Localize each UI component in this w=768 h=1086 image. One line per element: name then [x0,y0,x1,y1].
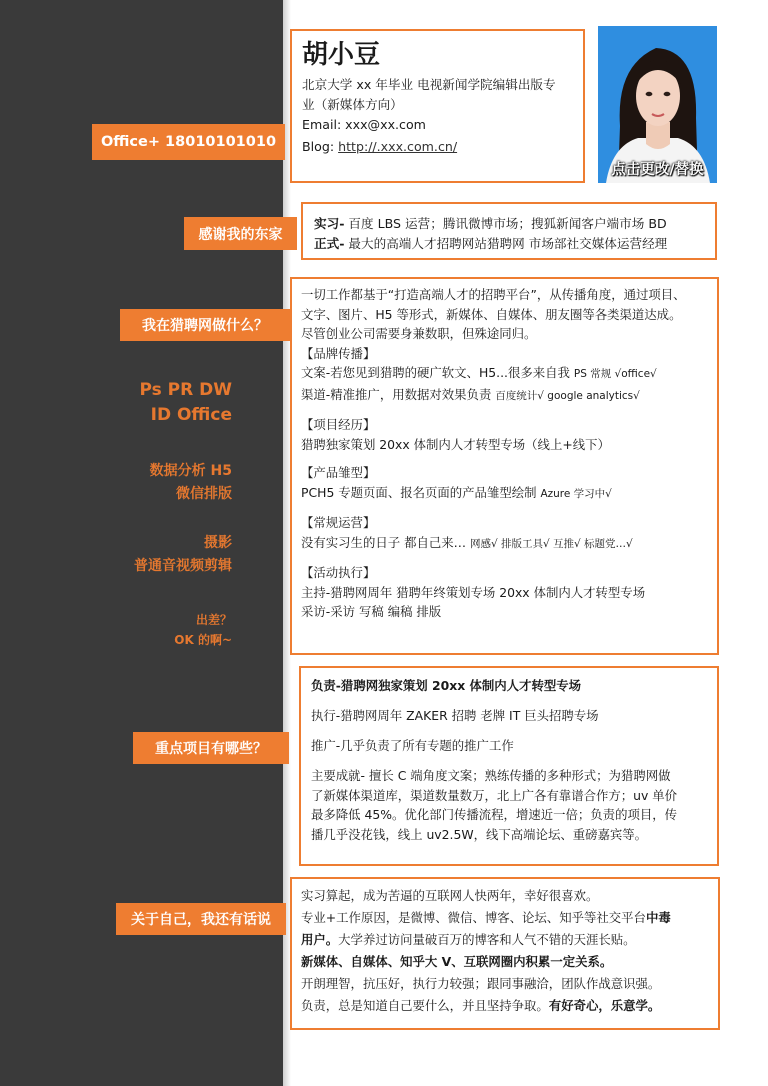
project-heading: 【项目经历】 [301,417,376,432]
projects-box [299,666,719,866]
achievement-line-3: 最多降低 45%。优化部门传播流程，增速近一倍；负责的项目，传 [311,807,678,822]
employers-tag: 感谢我的东家 [184,217,297,250]
photo-caption[interactable]: 点击更改/替换 [611,162,704,178]
intern-label: 实习- [314,216,345,231]
about-box [290,877,720,1030]
about-line-6-text: 负责，总是知道自己要什么，并且坚持争取。 [301,998,549,1013]
blog-line [302,136,573,158]
product-line-1-note: Azure 学习中√ [540,487,612,500]
skill-data-2: 微信排版 [176,486,232,502]
skill-data-1: 数据分析 H5 [149,463,232,479]
project-line-1: 猎聘独家策划 20xx 体制内人才转型专场（线上+线下） [301,436,610,452]
ops-line-1-note: 网感√ 排版工具√ 互推√ 标题党…√ [469,537,633,550]
about-line-3 [301,929,718,951]
employers-box [301,202,717,260]
skill-software-2: ID Office [150,405,232,425]
person-name: 胡小豆 [302,40,381,70]
education-line-1: 北京大学 xx 年毕业 电视新闻学院编辑出版专 [302,77,556,92]
brand-line-2-text: 渠道-精准推广，用数据对效果负责 [301,386,496,402]
activity-heading: 【活动执行】 [301,565,376,580]
about-tag: 关于自己，我还有话说 [116,903,286,935]
projects-tag: 重点项目有哪些？ [133,732,289,764]
project-promo-line: 推广-几乎负责了所有专题的推广工作 [311,738,514,753]
about-line-3-bold: 用户。 [301,932,339,947]
work-intro-3: 尽管创业公司需要身兼数职，但殊途同归。 [301,326,537,341]
about-line-2-bold: 中毒 [645,910,671,925]
brand-line-2 [301,385,717,407]
formal-line [314,234,715,254]
blog-link[interactable]: http://.xxx.com.cn/ [338,139,458,154]
about-line-2-text: 专业+工作原因，是微博、微信、博客、论坛、知乎等社交平台 [301,910,646,925]
formal-label: 正式- [314,236,345,251]
intern-text: 百度 LBS 运营；腾讯微博市场；搜狐新闻客户端市场 BD [344,216,667,231]
about-line-5: 开朗理智，抗压好，执行力较强；跟同事融洽，团队作战意识强。 [301,976,661,991]
achievement-line-4: 播几乎没花钱，线上 uv2.5W，线下高端论坛、重磅嘉宾等。 [311,826,648,842]
about-line-6 [301,995,718,1017]
brand-line-1-text: 文案-若您见到猎聘的硬广软文、H5...很多来自我 [301,365,574,380]
skill-travel-2: OK 的啊~ [174,633,232,647]
about-line-2 [301,907,718,929]
skill-software-1: Ps PR DW [139,380,232,400]
skill-media-2: 普通音视频剪辑 [134,558,232,574]
about-line-1: 实习算起，成为苦逼的互联网人快两年，幸好很喜欢。 [301,888,599,903]
work-tag: 我在猎聘网做什么？ [120,309,290,341]
email-text: Email: xxx@xx.com [302,117,426,132]
brand-line-2-note: 百度统计√ google analytics√ [495,389,640,402]
brand-heading: 【品牌传播】 [301,345,376,361]
about-line-6-bold: 有好奇心，乐意学。 [548,998,661,1013]
activity-line-1: 主持-猎聘网周年 猎聘年终策划专场 20xx 体制内人才转型专场 [301,584,646,600]
skill-media-1: 摄影 [204,535,232,551]
header-box [290,29,585,183]
about-line-4: 新媒体、自媒体、知乎大 V、互联网圈内积累一定关系。 [301,954,613,969]
ops-line-1-text: 没有实习生的日子 都自己来… [301,534,470,550]
ops-heading: 【常规运营】 [301,515,376,530]
intern-line [314,214,715,234]
product-line-1-text: PCH5 专题页面、报名页面的产品雏型绘制 [301,484,541,500]
contact-tag: Office+ 18010101010 [92,124,285,160]
about-line-3-text: 大学养过访问量破百万的博客和人气不错的天涯长贴。 [338,932,636,947]
education-line-2: 业（新媒体方向） [302,96,403,112]
project-exec-line: 执行-猎聘网周年 ZAKER 招聘 老牌 IT 巨头招聘专场 [311,708,599,723]
product-line-1 [301,483,717,505]
brand-line-1 [301,363,717,385]
product-heading: 【产品雏型】 [301,465,376,480]
brand-line-1-note: PS 常规 √office√ [573,368,657,380]
skill-travel-1: 出差？ [195,613,232,627]
ops-line-1 [301,533,717,555]
project-lead-line: 负责-猎聘网独家策划 20xx 体制内人才转型专场 [311,678,582,693]
work-intro-2: 文字、图片、H5 等形式，新媒体、自媒体、朋友圈等各类渠道达成。 [301,306,682,322]
blog-label: Blog: [302,139,339,154]
formal-text: 最大的高端人才招聘网站猎聘网 市场部社交媒体运营经理 [344,236,668,251]
achievement-line-2: 了新媒体渠道库，渠道数量数万，北上广各有靠谱合作方；uv 单价 [311,787,678,803]
work-box [290,277,719,655]
achievement-line-1: 主要成就- 擅长 C 端角度文案；熟练传播的多种形式；为猎聘网做 [311,768,671,783]
profile-photo[interactable] [598,26,717,183]
work-intro-1: 一切工作都基于“打造高端人才的招聘平台”，从传播角度，通过项目、 [301,287,686,302]
activity-line-2: 采访-采访 写稿 编稿 排版 [301,604,442,619]
